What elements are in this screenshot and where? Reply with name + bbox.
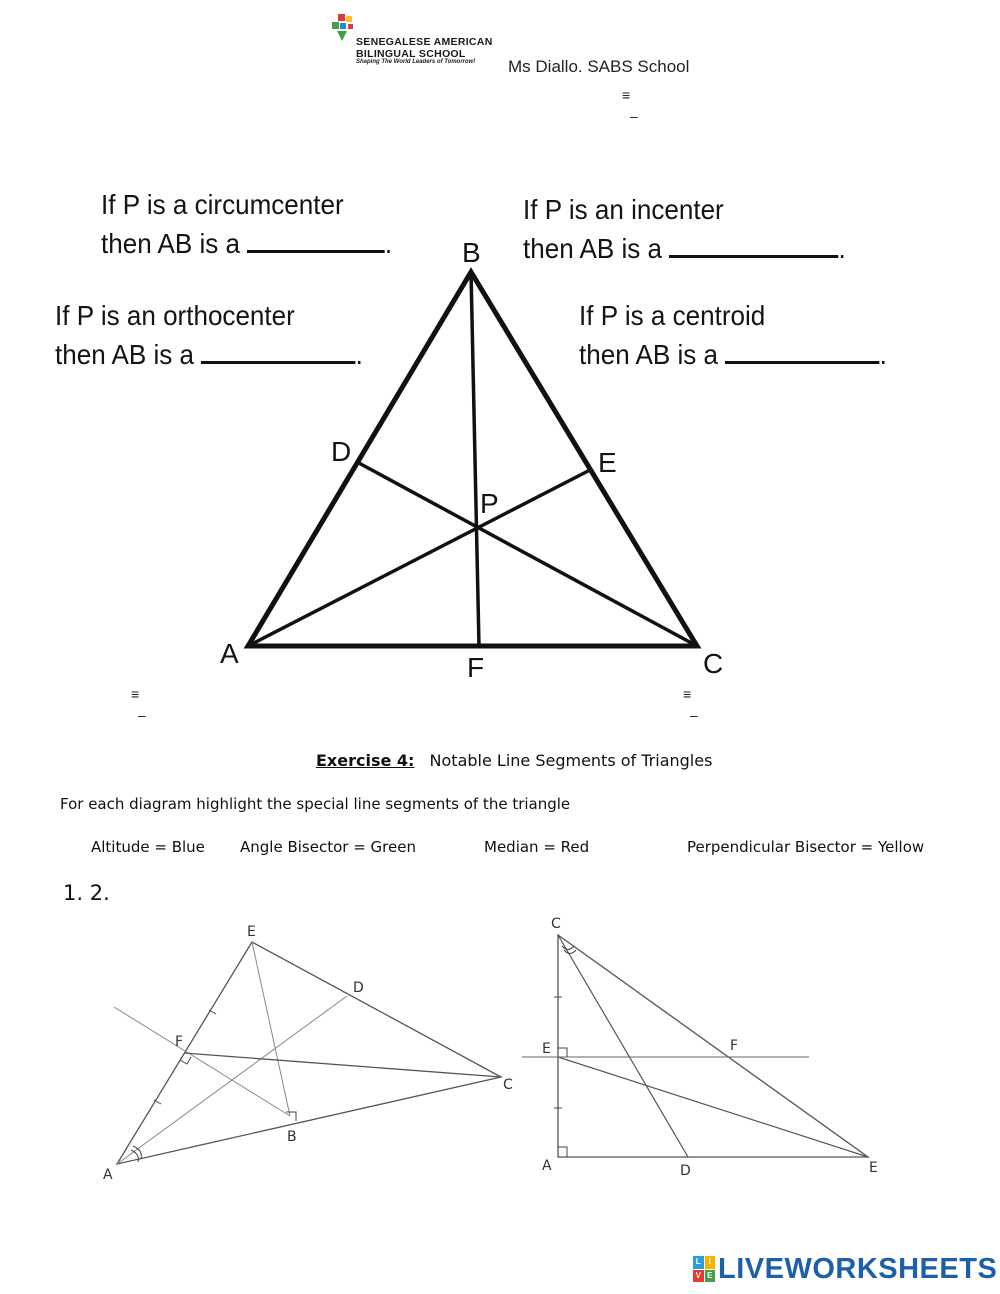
label-e: E [247, 924, 256, 940]
right-angle-e [558, 1048, 567, 1057]
logo-line2: BILINGUAL SCHOOL [356, 48, 466, 60]
vertex-label-b: B [462, 237, 481, 268]
exercise-heading [316, 751, 712, 770]
segment-cd [558, 935, 688, 1157]
point-label-d: D [331, 436, 352, 467]
segment-e-e [558, 1057, 868, 1157]
diagram-numbers: 1. 2. [63, 881, 110, 905]
angle-arc-c2 [564, 950, 576, 954]
prompt-circumcenter: If P is a circumcenter then AB is a . [101, 189, 393, 259]
exercise-title: Notable Line Segments of Triangles [429, 751, 713, 770]
legend-perpendicular-bisector: Perpendicular Bisector = Yellow [687, 838, 925, 856]
mark-symbol: ≡ [683, 686, 692, 702]
label-a: A [103, 1167, 113, 1183]
legend-median: Median = Red [484, 838, 590, 856]
label-e-vertex: E [869, 1160, 878, 1176]
angle-arc-a2 [133, 1146, 141, 1159]
diagram-2 [510, 900, 890, 1190]
mark-underscore: – [630, 108, 638, 124]
segment-dc [357, 462, 697, 646]
label-a: A [542, 1158, 552, 1174]
point-label-f: F [467, 652, 485, 683]
legend-altitude: Altitude = Blue [91, 838, 205, 856]
vertex-label-c: C [703, 648, 724, 679]
right-angle-a [558, 1147, 567, 1157]
mark-symbol: ≡ [131, 686, 140, 702]
prompt-centroid: If P is a centroid then AB is a . [579, 300, 887, 370]
label-c: C [551, 916, 561, 932]
mark-underscore: – [138, 707, 146, 723]
label-c: C [503, 1077, 513, 1093]
logo-line1: SENEGALESE AMERICAN [356, 36, 493, 48]
liveworksheets-badge-icon: L I V E [693, 1256, 715, 1282]
triangle-cae [558, 935, 868, 1157]
segment-eb [252, 942, 290, 1116]
vertex-label-a: A [220, 638, 239, 669]
label-b: B [287, 1129, 297, 1145]
angle-arc-c [562, 946, 574, 950]
label-f: F [175, 1034, 184, 1050]
exercise-instruction: For each diagram highlight the special line segments of the triangle [60, 795, 571, 813]
label-d: D [680, 1163, 691, 1179]
triangle-aec [117, 942, 501, 1164]
exercise-label: Exercise 4: [316, 751, 415, 770]
segment-bf [471, 272, 479, 646]
right-angle-b [286, 1112, 296, 1121]
segment-fc [184, 1053, 501, 1077]
legend-angle-bisector: Angle Bisector = Green [240, 838, 416, 856]
mark-underscore: – [690, 707, 698, 723]
point-label-p: P [480, 488, 499, 519]
mark-symbol: ≡ [622, 87, 631, 103]
liveworksheets-brand: LIVEWORKSHEETS [718, 1252, 998, 1285]
teacher-name: Ms Diallo. SABS School [508, 57, 690, 76]
logo-tagline: Shaping The World Leaders of Tomorrow! [356, 59, 476, 65]
label-e: E [542, 1041, 551, 1057]
point-label-e: E [598, 447, 617, 478]
diagram-1 [0, 900, 520, 1200]
prompt-orthocenter: If P is an orthocenter then AB is a . [55, 300, 363, 370]
label-f: F [730, 1038, 739, 1054]
liveworksheets-logo[interactable] [693, 1253, 997, 1285]
prompt-incenter: If P is an incenter then AB is a . [523, 194, 846, 264]
label-d: D [353, 980, 364, 996]
